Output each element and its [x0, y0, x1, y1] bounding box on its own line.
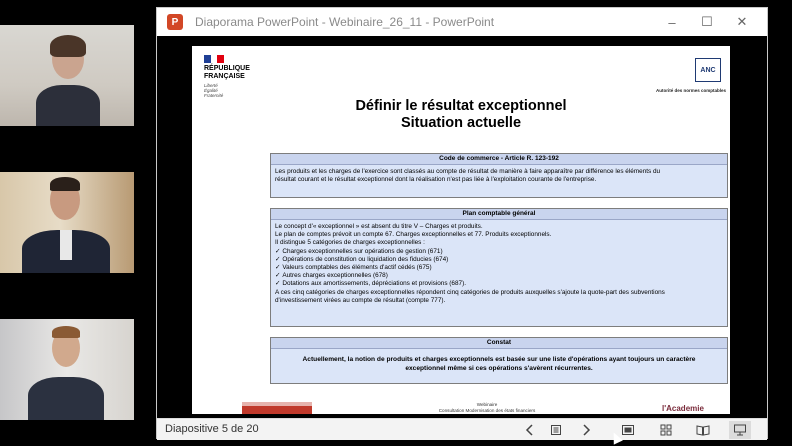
- presenter-view-icon[interactable]: [729, 421, 751, 439]
- anc-logo-caption: Autorité des normes comptables: [655, 88, 726, 93]
- code-commerce-line: résultat courant et le résultat exceptionnel dont la réalisation n'est pas liée à l'exploitation courante de l'entreprise.: [275, 176, 597, 184]
- plan-comptable-line: Le concept d'« exceptionnel » est absent du titre V – Charges et produits.: [275, 223, 483, 230]
- constat-body: [271, 349, 727, 376]
- constat-line: Actuellement, la notion de produits et charges exceptionnels est basée sur une liste d'opérations ayant toujours un caractère: [302, 356, 696, 363]
- code-commerce-body: [271, 165, 727, 187]
- french-flag-icon: [204, 55, 224, 63]
- minimize-button[interactable]: –: [668, 14, 676, 30]
- plan-comptable-header: Plan comptable général: [271, 209, 727, 220]
- slide-footer-text: [427, 402, 547, 414]
- slide-title-line2: Situation actuelle: [400, 115, 522, 131]
- participant-1-body: [36, 85, 100, 126]
- plan-comptable-line: Le plan de comptes prévoit un compte 67. Charges exceptionnelles et 77. Produits exceptionnels.: [275, 231, 552, 239]
- rf-logo-text: RÉPUBLIQUE FRANÇAISE: [204, 65, 250, 80]
- status-bar: [157, 418, 767, 440]
- maximize-button[interactable]: ☐: [701, 14, 713, 29]
- constat-line: exceptionnel même si ces opérations s'avèrent récurrentes.: [405, 365, 593, 372]
- chevron-left-icon[interactable]: [519, 421, 541, 439]
- code-commerce-header: Code de commerce - Article R. 123-192: [271, 154, 727, 165]
- slideshow-stage[interactable]: [157, 36, 767, 418]
- plan-comptable-line: d'investissement virées au compte de résultat (compte 777).: [275, 296, 446, 304]
- academie-logo: l'Academie: [662, 404, 704, 413]
- plan-comptable-bullet: ✓ Valeurs comptables des éléments d'actif cédés (675): [275, 264, 723, 272]
- slide-title-line1: Définir le résultat exceptionnel: [355, 98, 567, 114]
- plan-comptable-bullet: ✓ Dotations aux amortissements, dépréciations et provisions (687).: [275, 280, 723, 288]
- plan-comptable-bullet: ✓ Opérations de constitution ou liquidation des fiducies (674): [275, 256, 723, 264]
- footer-line1: Webinaire: [476, 402, 498, 407]
- flag-stripe: [204, 55, 211, 63]
- anc-logo: [695, 58, 721, 82]
- slide-indicator: Diapositive 5 de 20: [165, 423, 259, 435]
- title-bar[interactable]: [157, 8, 767, 36]
- chevron-right-icon[interactable]: [575, 421, 597, 439]
- participant-video-1: [0, 25, 134, 126]
- rf-logo-motto: Liberté Égalité Fraternité: [204, 83, 224, 98]
- plan-comptable-bullet: ✓ Charges exceptionnelles sur opérations de gestion (671): [275, 248, 723, 256]
- participant-3-hair: [52, 326, 80, 338]
- participant-2-hair: [50, 177, 80, 191]
- close-button[interactable]: ✕: [736, 14, 748, 29]
- powerpoint-app-icon: P: [167, 14, 183, 30]
- participant-video-3: [0, 319, 134, 420]
- flag-stripe: [211, 55, 218, 63]
- footer-line2: Consultation Modernisation des états financiers: [438, 408, 536, 413]
- reading-view-icon[interactable]: [692, 421, 714, 439]
- experts-comptables-logo: [242, 402, 312, 414]
- participant-video-2: [0, 172, 134, 273]
- constat-box: [270, 337, 728, 384]
- code-commerce-line: Les produits et les charges de l'exercice sont classés au compte de résultat de manière à faire apparaître par différence les éléments du: [275, 168, 661, 175]
- participant-2-shirt: [60, 230, 72, 260]
- republique-francaise-logo: [204, 55, 264, 98]
- plan-comptable-body: [271, 220, 727, 308]
- slide-title: [192, 98, 730, 132]
- participant-1-hair: [50, 35, 86, 57]
- experts-comptables-logo-band: [242, 402, 312, 406]
- constat-header: Constat: [271, 338, 727, 349]
- slide[interactable]: [192, 46, 730, 414]
- powerpoint-window: [156, 7, 768, 439]
- plan-comptable-line: Il distingue 5 catégories de charges exceptionnelles :: [275, 239, 425, 247]
- anc-logo-text: ANC: [700, 66, 716, 74]
- flag-stripe: [217, 55, 224, 63]
- window-title: Diaporama PowerPoint - Webinaire_26_11 - PowerPoint: [195, 15, 495, 29]
- slide-sorter-icon[interactable]: [545, 421, 567, 439]
- grid-view-icon[interactable]: [655, 421, 677, 439]
- plan-comptable-bullet: ✓ Autres charges exceptionnelles (678): [275, 272, 723, 280]
- code-commerce-box: [270, 153, 728, 198]
- plan-comptable-line: A ces cinq catégories de charges exceptionnelles répondent cinq catégories de produits auxquelles s'ajoute la quote-part des subventions: [275, 288, 665, 296]
- plan-comptable-box: [270, 208, 728, 327]
- participant-3-body: [28, 377, 104, 420]
